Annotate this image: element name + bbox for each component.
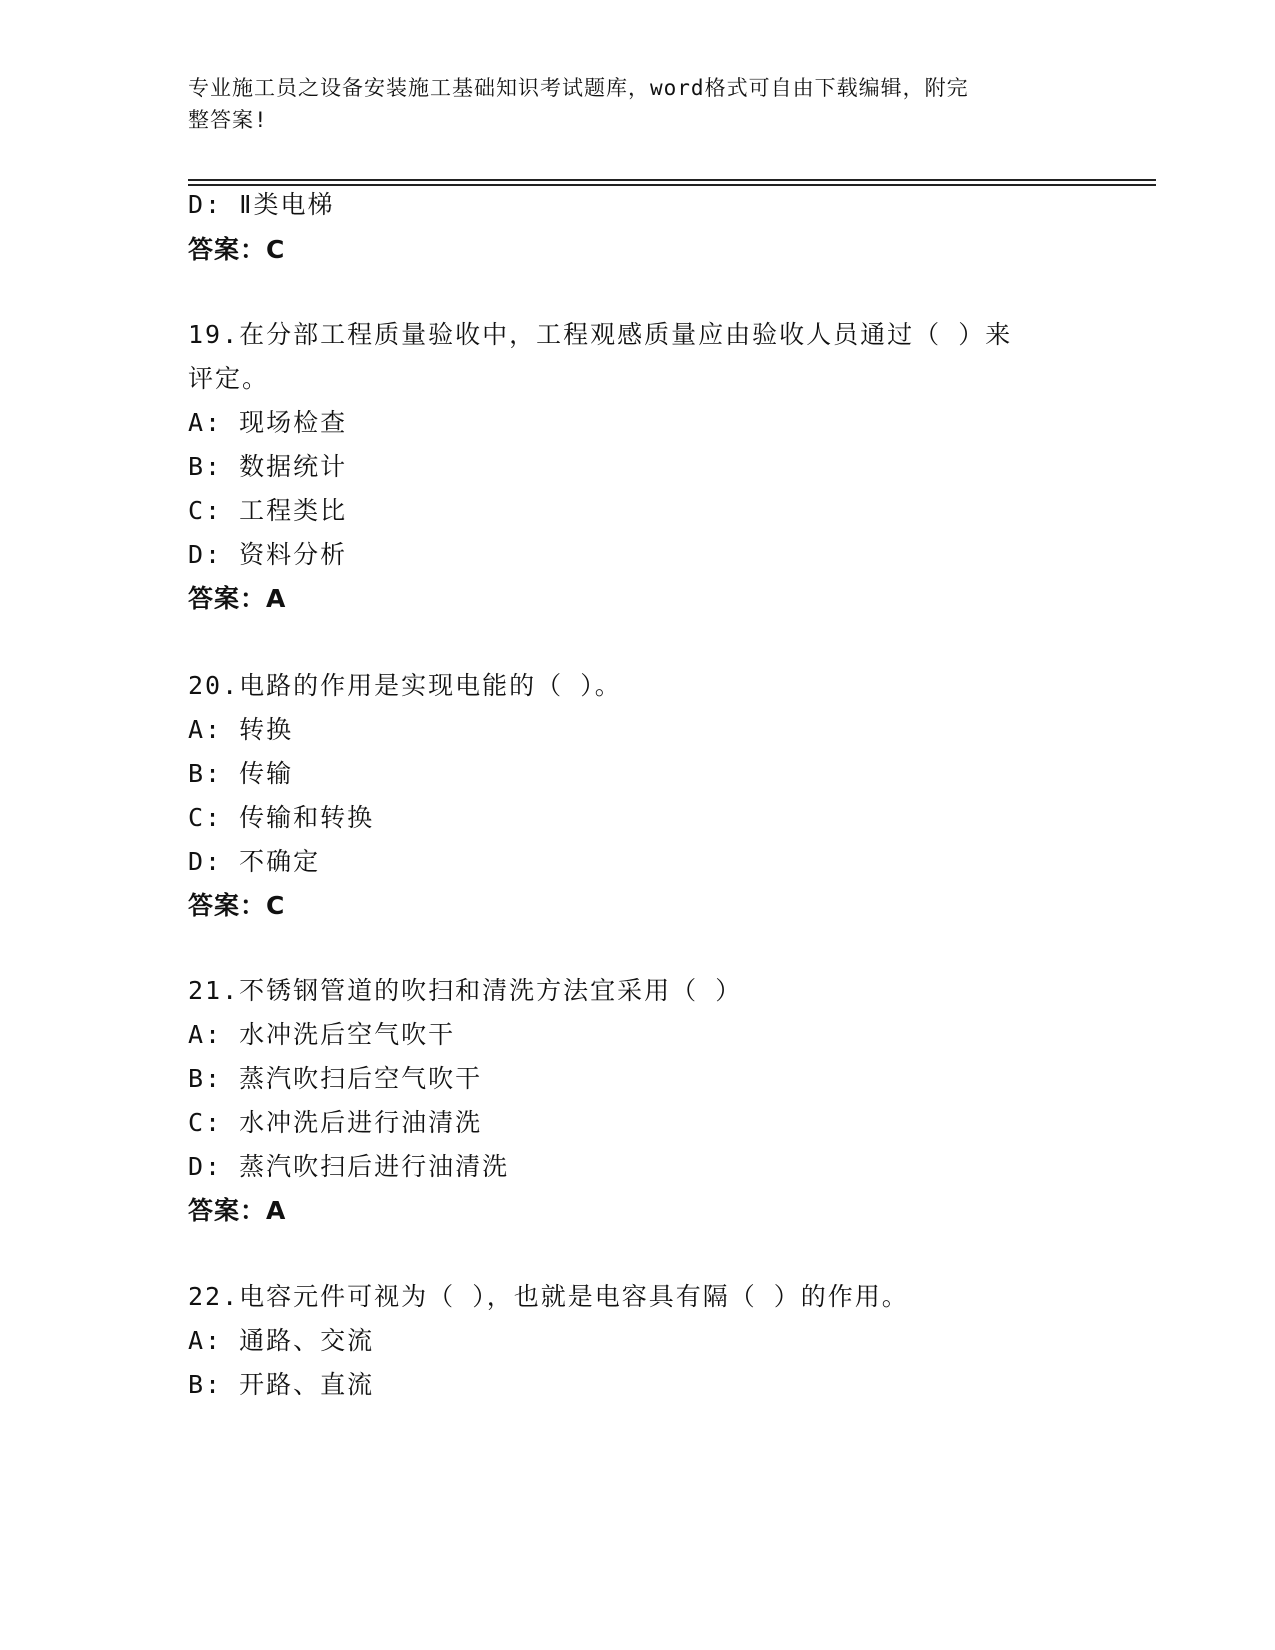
option-d-q19: D: 资料分析 bbox=[188, 540, 348, 569]
page-header bbox=[188, 72, 1068, 136]
answer-q19: 答案：A bbox=[188, 584, 287, 613]
option-d-q18: D: Ⅱ类电梯 bbox=[188, 190, 335, 219]
header-divider-bottom bbox=[188, 184, 1156, 186]
option-a-q20: A: 转换 bbox=[188, 715, 294, 744]
answer-q21: 答案：A bbox=[188, 1196, 287, 1225]
option-b-q20: B: 传输 bbox=[188, 759, 294, 788]
option-b-q21: B: 蒸汽吹扫后空气吹干 bbox=[188, 1064, 483, 1093]
option-c-q21: C: 水冲洗后进行油清洗 bbox=[188, 1108, 483, 1137]
question-19: 19.在分部工程质量验收中，工程观感质量应由验收人员通过（ ）来 bbox=[188, 320, 1013, 349]
option-b-q19: B: 数据统计 bbox=[188, 452, 348, 481]
header-title-line1: 专业施工员之设备安装施工基础知识考试题库，word格式可自由下载编辑，附完 bbox=[188, 76, 969, 100]
option-d-q21: D: 蒸汽吹扫后进行油清洗 bbox=[188, 1152, 510, 1181]
option-c-q19: C: 工程类比 bbox=[188, 496, 348, 525]
option-a-q19: A: 现场检查 bbox=[188, 408, 348, 437]
option-c-q20: C: 传输和转换 bbox=[188, 803, 375, 832]
header-title-line2: 整答案! bbox=[188, 108, 268, 132]
answer-q20: 答案：C bbox=[188, 891, 286, 920]
option-a-q22: A: 通路、交流 bbox=[188, 1326, 375, 1355]
answer-q18: 答案：C bbox=[188, 235, 286, 264]
option-d-q20: D: 不确定 bbox=[188, 847, 321, 876]
question-19-cont: 评定。 bbox=[188, 364, 270, 393]
option-b-q22: B: 开路、直流 bbox=[188, 1370, 375, 1399]
question-20: 20.电路的作用是实现电能的（ ）。 bbox=[188, 671, 622, 700]
question-22: 22.电容元件可视为（ ），也就是电容具有隔（ ）的作用。 bbox=[188, 1282, 909, 1311]
option-a-q21: A: 水冲洗后空气吹干 bbox=[188, 1020, 456, 1049]
question-21: 21.不锈钢管道的吹扫和清洗方法宜采用（ ） bbox=[188, 976, 743, 1005]
header-divider-top bbox=[188, 179, 1156, 181]
